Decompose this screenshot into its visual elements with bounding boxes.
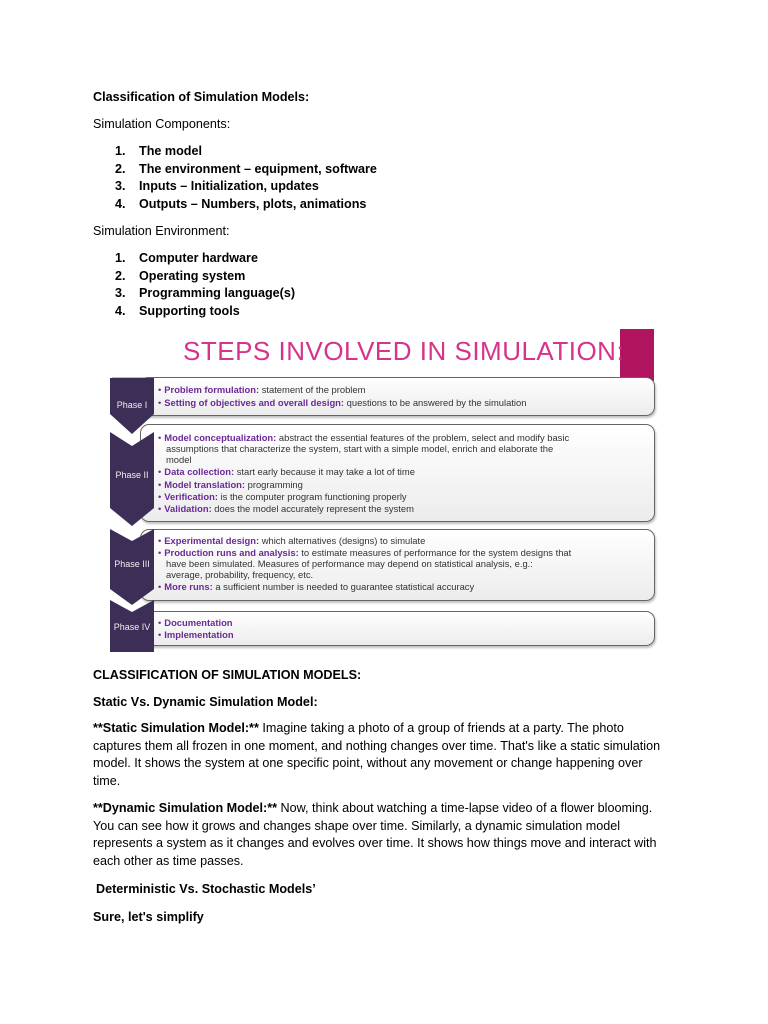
classification-heading: CLASSIFICATION OF SIMULATION MODELS: [93, 668, 362, 682]
static-dynamic-heading: Static Vs. Dynamic Simulation Model: [93, 695, 318, 709]
phase-2-chevron: Phase II [110, 432, 154, 526]
figure-title: STEPS INVOLVED IN SIMULATION: [183, 336, 625, 366]
list-item: 2. The environment – equipment, software [115, 161, 377, 176]
bullet: • Production runs and analysis: to estimate measures of performance for the system designs that [158, 547, 572, 558]
components-title: Simulation Components: [93, 117, 231, 131]
bullet: • Setting of objectives and overall design: questions to be answered by the simulation [158, 397, 527, 408]
closing-text: Sure, let's simplify [93, 910, 204, 924]
figure-accent-bar [620, 329, 654, 381]
bullet: • Verification: is the computer program functioning properly [158, 491, 407, 502]
bullet: • More runs: a sufficient number is needed to guarantee statistical accuracy [158, 581, 475, 592]
bullet: • Model conceptualization: abstract the essential features of the problem, select and modify basic [158, 432, 570, 443]
bullet: • Validation: does the model accurately represent the system [158, 503, 414, 514]
main-heading: Classification of Simulation Models: [93, 90, 310, 104]
bullet-continuation: average, probability, frequency, etc. [166, 569, 314, 580]
bullet-continuation: model [166, 454, 192, 465]
list-item: 4. Supporting tools [115, 303, 240, 318]
static-paragraph: **Static Simulation Model:** Imagine taking a photo of a group of friends at a party. The photo captures them all frozen in one moment, and nothing changes over time. That's like a static simulation model. It shows the system at one specific point, without any movement or change happening over time. [93, 721, 661, 788]
list-item: 3. Programming language(s) [115, 286, 296, 300]
list-item: 1. The model [115, 144, 202, 158]
bullet-continuation: have been simulated. Measures of performance may depend on statistical analysis, e.g.: [166, 558, 533, 569]
bullet-continuation: assumptions that characterize the system, start with a simple model, enrich and elaborate the [166, 443, 554, 454]
phase-1-chevron: Phase I [110, 378, 154, 434]
phase-4-chevron: Phase IV [110, 600, 154, 652]
bullet: • Implementation [158, 629, 234, 640]
bullet: • Data collection: start early because it may take a lot of time [158, 466, 415, 477]
list-item: 3. Inputs – Initialization, updates [115, 179, 319, 193]
bullet: • Documentation [158, 617, 233, 628]
bullet: • Problem formulation: statement of the problem [158, 384, 366, 395]
list-item: 2. Operating system [115, 268, 246, 283]
bullet: • Experimental design: which alternatives (designs) to simulate [158, 535, 426, 546]
environment-title: Simulation Environment: [93, 224, 230, 238]
det-stoch-heading: Deterministic Vs. Stochastic Models’ [96, 882, 316, 896]
list-item: 4. Outputs – Numbers, plots, animations [115, 196, 367, 211]
phase-3-chevron: Phase III [110, 529, 154, 605]
list-item: 1. Computer hardware [115, 251, 258, 265]
bullet: • Model translation: programming [158, 479, 303, 490]
dynamic-paragraph: **Dynamic Simulation Model:** Now, think about watching a time-lapse video of a flower blooming. You can see how it grows and changes shape over time. Similarly, a dynamic simulation model represents a system as it changes and evolves over time. It shows how things move and interact with each other as time passes. [93, 801, 657, 868]
